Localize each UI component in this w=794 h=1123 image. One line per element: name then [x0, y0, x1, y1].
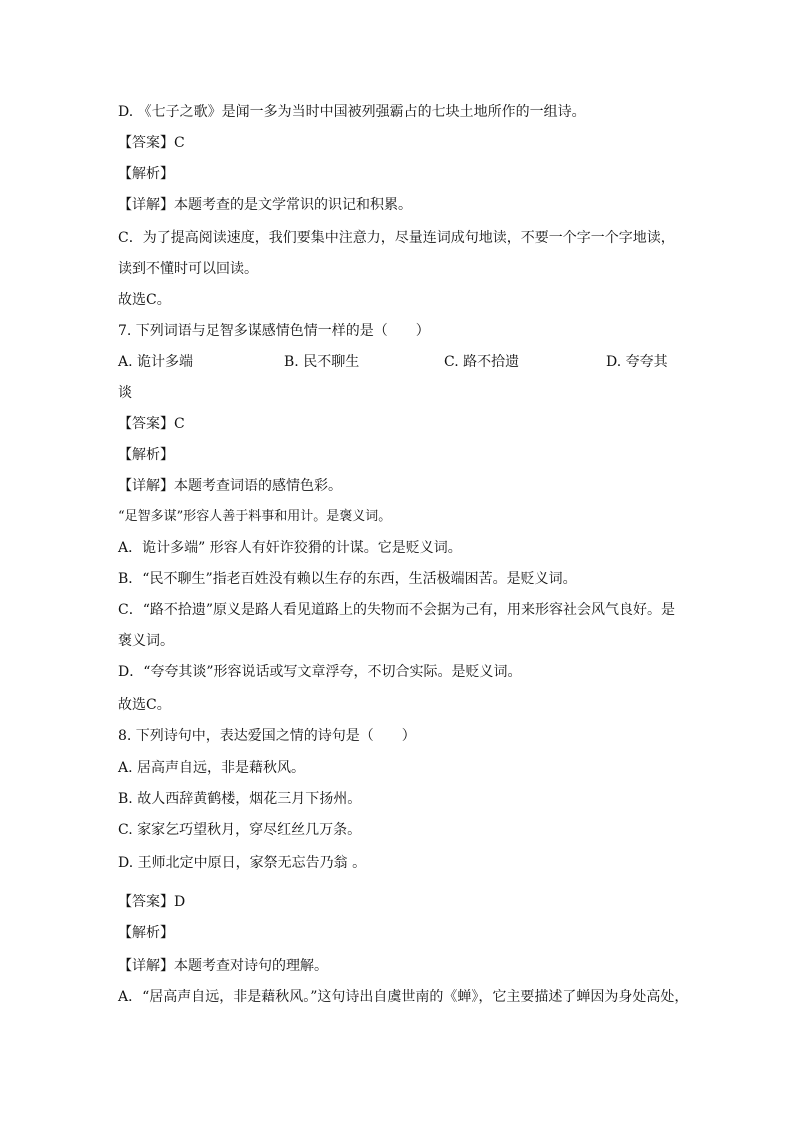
explanation-line: B．“民不聊生”指老百姓没有赖以生存的东西，生活极端困苦。是贬义词。 [118, 571, 577, 587]
q7-option-d-wrap: 谈 [118, 385, 132, 401]
explanation-line: 褒义词。 [118, 633, 174, 649]
conclusion-line: 故选C。 [118, 697, 171, 713]
question-8: 8. 下列诗句中，表达爱国之情的诗句是（ ） [118, 728, 416, 744]
detail-line: 【详解】本题考查词语的感情色彩。 [118, 478, 342, 494]
q7-option-a: A. 诡计多端 [118, 354, 194, 370]
detail-line: 【详解】本题考查对诗句的理解。 [118, 958, 328, 974]
explanation-line: A．“居高声自远，非是藉秋风。”这句诗出自虞世南的《蝉》，它主要描述了蝉因为身处高处， [118, 989, 689, 1005]
analysis-label: 【解析】 [118, 166, 174, 182]
q8-option-a: A. 居高声自远，非是藉秋风。 [118, 760, 306, 776]
conclusion-line: 故选C。 [118, 292, 171, 308]
q7-option-d: D. 夸夸其 [606, 354, 668, 370]
q7-option-b: B. 民不聊生 [284, 354, 360, 370]
analysis-label: 【解析】 [118, 925, 174, 941]
q8-option-b: B. 故人西辞黄鹤楼，烟花三月下扬州。 [118, 791, 362, 807]
q8-option-d: D. 王师北定中原日，家祭无忘告乃翁 。 [118, 855, 367, 871]
explanation-line: C．“路不拾遗”原义是路人看见道路上的失物而不会据为己有，用来形容社会风气良好。是 [118, 602, 676, 618]
analysis-label: 【解析】 [118, 447, 174, 463]
q7-option-c: C. 路不拾遗 [444, 354, 520, 370]
q8-option-c: C. 家家乞巧望秋月，穿尽红丝几万条。 [118, 822, 362, 838]
question-7: 7. 下列词语与足智多谋感情色情一样的是（ ） [118, 323, 430, 339]
explanation-line: 读到不懂时可以回读。 [118, 261, 258, 277]
answer-label: 【答案】C [118, 135, 185, 151]
answer-label: 【答案】D [118, 894, 186, 910]
answer-label: 【答案】C [118, 416, 185, 432]
explanation-line: A．诡计多端” 形容人有奸诈狡猾的计谋。它是贬义词。 [118, 540, 462, 556]
explanation-line: “足智多谋”形容人善于料事和用计。是褒义词。 [118, 509, 392, 524]
explanation-line: C．为了提高阅读速度，我们要集中注意力，尽量连词成句地读，不要一个字一个字地读， [118, 230, 675, 246]
detail-line: 【详解】本题考查的是文学常识的识记和积累。 [118, 197, 412, 213]
option-d-line: D. 《七子之歌》是闻一多为当时中国被列强霸占的七块土地所作的一组诗。 [118, 104, 586, 120]
explanation-line: D．“夸夸其谈”形容说话或写文章浮夸，不切合实际。是贬义词。 [118, 664, 522, 680]
